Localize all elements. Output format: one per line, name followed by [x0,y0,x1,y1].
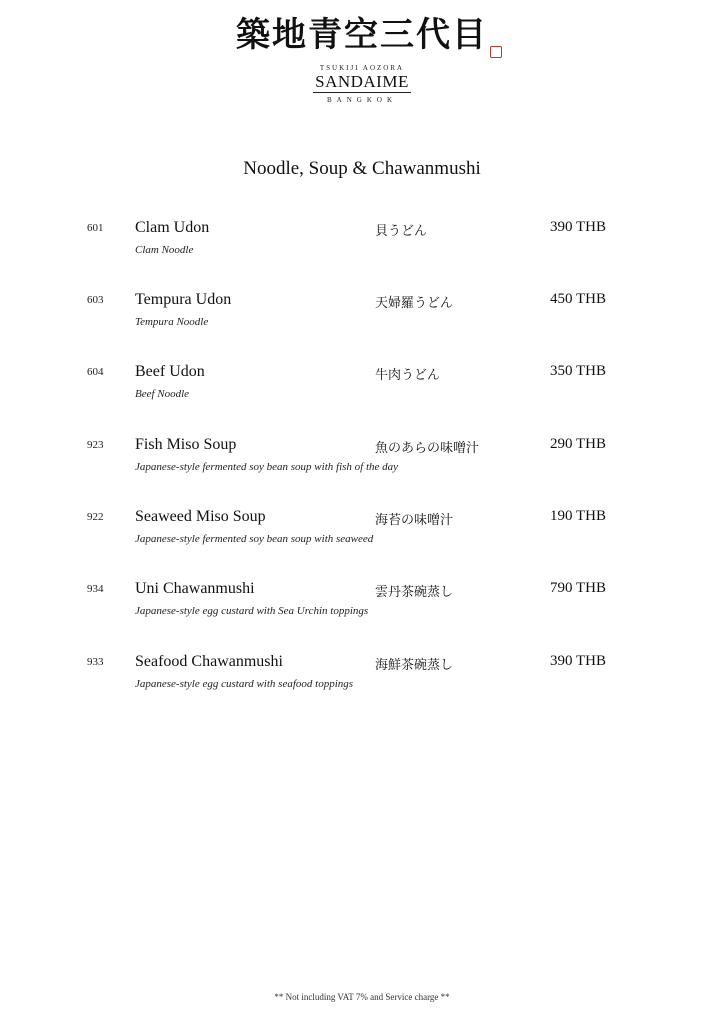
menu-item [0,653,724,713]
item-name: Seafood Chawanmushi [135,653,283,670]
item-price: 290 THB [550,436,606,452]
logo-brand-name: SANDAIME [315,72,409,91]
item-name: Seaweed Miso Soup [135,508,266,525]
item-japanese-name: 雲丹茶碗蒸し [375,585,454,600]
logo-seal-icon [490,46,502,58]
item-price: 190 THB [550,508,606,524]
item-japanese-name: 魚のあらの味噌汁 [375,441,480,456]
item-japanese-name: 貝うどん [375,224,428,239]
item-code: 934 [87,583,104,595]
menu-item [0,508,724,568]
footer-note: ** Not including VAT 7% and Service charge ** [274,992,450,1002]
item-price: 390 THB [550,653,606,669]
item-price: 390 THB [550,219,606,235]
section-title: Noodle, Soup & Chawanmushi [243,158,481,179]
item-name: Clam Udon [135,219,210,236]
item-name: Uni Chawanmushi [135,580,255,597]
item-price: 450 THB [550,291,606,307]
item-code: 604 [87,366,104,378]
item-name: Beef Udon [135,363,205,380]
item-japanese-name: 海鮮茶碗蒸し [375,658,454,673]
item-japanese-name: 海苔の味噌汁 [375,513,454,528]
item-code: 603 [87,294,104,306]
item-description: Japanese-style egg custard with Sea Urchin toppings [135,605,369,617]
item-description: Japanese-style egg custard with seafood toppings [135,678,354,690]
item-price: 790 THB [550,580,606,596]
item-code: 601 [87,222,104,234]
logo-subtitle: TSUKIJI AOZORA [319,64,405,72]
menu-item [0,291,724,351]
logo-city: BANGKOK [327,96,397,104]
item-japanese-name: 天婦羅うどん [375,296,454,311]
item-name: Tempura Udon [135,291,232,308]
menu-item [0,219,724,279]
menu-item [0,436,724,496]
menu-item [0,580,724,640]
item-description: Beef Noodle [135,388,190,400]
logo-kanji-text: 築地青空三代目 [236,17,488,54]
item-code: 922 [87,511,104,523]
item-description: Tempura Noodle [135,316,209,328]
item-code: 923 [87,439,104,451]
logo-kanji-wordmark [236,14,488,58]
restaurant-logo [0,14,724,104]
item-description: Japanese-style fermented soy bean soup with seaweed [135,533,374,545]
item-name: Fish Miso Soup [135,436,237,453]
item-japanese-name: 牛肉うどん [375,368,441,383]
item-description: Clam Noodle [135,244,194,256]
menu-item [0,363,724,423]
item-price: 350 THB [550,363,606,379]
item-code: 933 [87,656,104,668]
item-description: Japanese-style fermented soy bean soup with fish of the day [135,461,399,473]
